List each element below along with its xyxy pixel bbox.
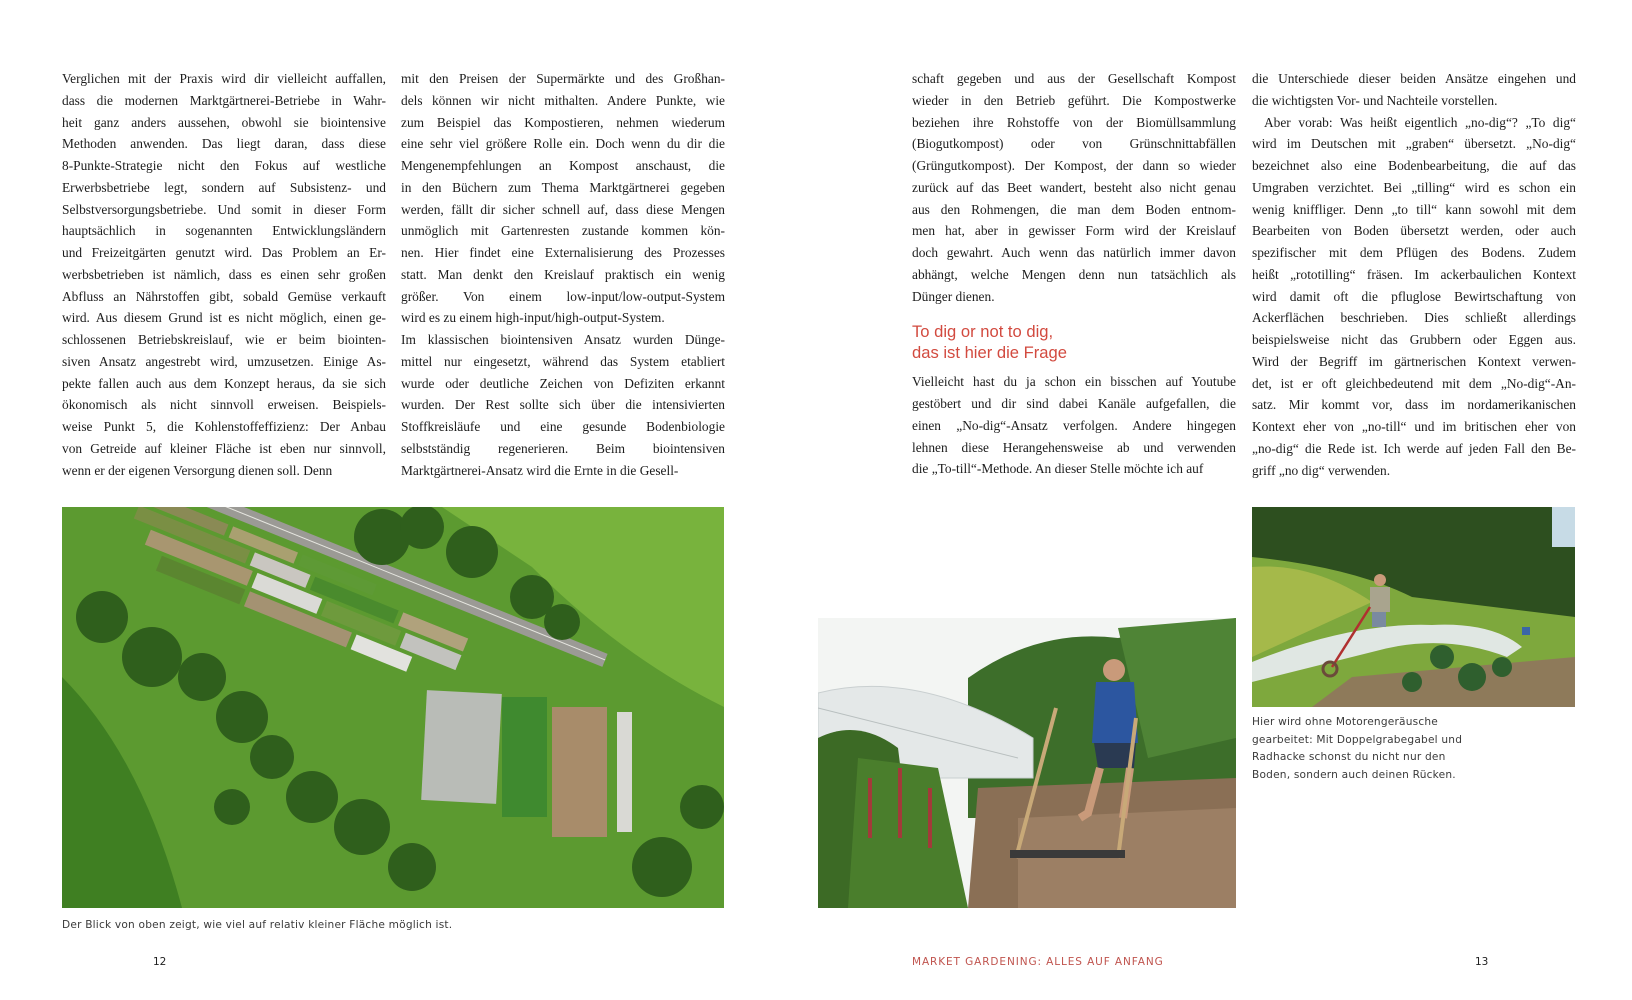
paragraph xyxy=(62,68,386,481)
text-line: wurden. Der Rest sollte sich über die intensivierten xyxy=(401,397,725,413)
text-line: wurde oder deutliche Zeichen von Defiziten erkannt xyxy=(401,375,725,391)
paragraph xyxy=(1252,68,1576,112)
text-line: Methoden anwenden. Das liegt daran, dass diese xyxy=(62,136,386,152)
left-column-2 xyxy=(401,68,725,481)
aerial-farm-photo xyxy=(62,507,724,908)
text-line: werbsbetrieben ist nämlich, dass es einen sehr großen xyxy=(62,266,386,282)
text-line: wird im Deutschen mit „graben“ übersetzt. „No-dig“ xyxy=(1252,136,1576,152)
text-line: gestöbert und dir sind dabei Kanäle aufgefallen, die xyxy=(912,396,1236,411)
text-line: zum Beispiel das Kompostieren, nehmen wiederum xyxy=(401,114,725,130)
text-line: spezifischer mit dem Pflügen des Bodens. Zudem xyxy=(1252,245,1576,260)
text-line: pekte fallen auch aus dem Konzept heraus, da sie sich xyxy=(62,375,386,391)
text-line: schaft gegeben und aus der Gesellschaft Kompost xyxy=(912,71,1236,86)
text-line: selbstständig regenerieren. Beim biointensiven xyxy=(401,440,725,456)
text-line: aus den Rohmengen, die man dem Boden entnom- xyxy=(912,201,1236,217)
text-line: (Grüngutkompost). Der Kompost, der dann so wieder xyxy=(912,158,1236,173)
text-line: lehnen diese Herangehensweise ab und verwenden xyxy=(912,439,1236,455)
text-line: det, ist er oft gleichbedeutend mit dem „No-dig“-An- xyxy=(1252,375,1576,391)
heading-line: das ist hier die Frage xyxy=(912,343,1067,363)
text-line: wird. Aus diesem Grund ist es nicht möglich, einen ge- xyxy=(62,310,386,326)
text-line: die Unterschiede dieser beiden Ansätze eingehen und xyxy=(1252,71,1576,86)
caption-line: Boden, sondern auch deinen Rücken. xyxy=(1252,768,1456,781)
text-line: wenig kniffliger. Denn „to till“ kann sowohl mit dem xyxy=(1252,201,1576,217)
caption-line: gearbeitet: Mit Doppelgrabegabel und xyxy=(1252,733,1463,746)
text-line: Erwerbsbetriebe legt, sondern auf Subsistenz- und xyxy=(62,179,386,195)
text-line: größer. Von einem low-input/low-output-System xyxy=(401,288,725,304)
text-line: Bearbeiten von Boden übersetzt werden, oder auch xyxy=(1252,223,1576,239)
text-line: mit den Preisen der Supermärkte und des Großhan- xyxy=(401,71,725,86)
left-column-1 xyxy=(62,68,386,481)
wheel-hoe-photo-caption xyxy=(1252,714,1462,784)
text-line: satz. Mir kommt vor, dass im nordamerikanischen xyxy=(1252,397,1576,413)
aerial-photo-caption: Der Blick von oben zeigt, wie viel auf relativ kleiner Fläche möglich ist. xyxy=(62,919,453,931)
text-line: „no-dig“ die Rede ist. Ich werde auf jeden Fall den Be- xyxy=(1252,440,1576,456)
paragraph xyxy=(912,68,1236,307)
text-line: werden, fällt dir sicher schnell auf, dass diese Mengen xyxy=(401,201,725,217)
text-line: unmöglich mit Gartenresten zustande kommen kön- xyxy=(401,223,725,239)
text-line: wenn er der eigenen Versorgung dienen soll. Denn xyxy=(62,462,333,478)
text-line: ökonomisch als nicht sinnvoll erweisen. Beispiels- xyxy=(62,397,386,413)
section-heading xyxy=(912,321,1236,363)
text-line: Marktgärtnerei-Ansatz wird die Ernte in die Gesell- xyxy=(401,462,679,478)
text-line: men hat, aber in gewisser Form wird der Kreislauf xyxy=(912,223,1236,239)
right-column-1 xyxy=(912,68,1236,480)
text-line: Verglichen mit der Praxis wird dir vielleicht auffallen, xyxy=(62,71,386,86)
text-line: Wird der Begriff im gärtnerischen Kontext verwen- xyxy=(1252,353,1576,369)
text-line: dass die modernen Marktgärtnerei-Betriebe in Wahr- xyxy=(62,92,386,108)
text-line: griff „no dig“ verwenden. xyxy=(1252,462,1391,478)
caption-line: Radhacke schonst du nicht nur den xyxy=(1252,751,1446,763)
text-line: und Freizeitgärten genutzt wird. Das Problem an Er- xyxy=(62,245,386,260)
text-line: Im klassischen biointensiven Ansatz wurden Dünge- xyxy=(401,332,725,347)
wheel-hoe-photo xyxy=(1252,507,1575,707)
text-line: zurück auf das Beet wandert, besteht also nicht genau xyxy=(912,179,1236,195)
text-line: Stoffkreisläufe und eine gesunde Bodenbiologie xyxy=(401,419,725,434)
page-number-left: 12 xyxy=(153,956,167,968)
paragraph xyxy=(912,371,1236,480)
text-line: Selbstversorgungsbetriebe. Und somit in dieser Form xyxy=(62,201,386,217)
text-line: Aber vorab: Was heißt eigentlich „no-dig“? „To dig“ xyxy=(1264,114,1576,130)
text-line: bezeichnet also eine Bodenbearbeitung, die auf das xyxy=(1252,158,1576,173)
text-line: hauptsächlich in sogenannten Entwicklungsländern xyxy=(62,223,386,239)
text-line: eine sehr viel größere Rolle ein. Doch wenn du dir die xyxy=(401,136,725,152)
text-line: siven Ansatz angestrebt wird, umzusetzen. Einige As- xyxy=(62,353,386,369)
text-line: schlossenen Betriebskreislauf, wie er beim biointen- xyxy=(62,332,386,347)
text-line: doch gewahrt. Auch wenn das natürlich immer davon xyxy=(912,245,1236,260)
text-line: von Getreide auf kleiner Fläche ist eben nur sinnvoll, xyxy=(62,440,386,456)
text-line: statt. Man denkt den Kreislauf praktisch ein wenig xyxy=(401,266,725,282)
text-line: heißt „rototilling“ fräsen. Im ackerbaulichen Kontext xyxy=(1252,266,1576,282)
page-number-right: 13 xyxy=(1475,956,1489,968)
text-line: nen. Hier findet eine Externalisierung des Prozesses xyxy=(401,245,725,260)
text-line: heit ganz anders aussehen, obwohl sie biointensive xyxy=(62,114,386,130)
text-line: Vielleicht hast du ja schon ein bisschen auf Youtube xyxy=(912,374,1236,390)
text-line: die wichtigsten Vor- und Nachteile vorstellen. xyxy=(1252,92,1498,108)
text-line: beispielsweise nicht das Grubbern oder Eggen aus. xyxy=(1252,332,1576,347)
heading-line: To dig or not to dig, xyxy=(912,322,1054,342)
text-line: in den Büchern zum Thema Marktgärtnerei gegeben xyxy=(401,179,725,195)
text-line: Umgraben verzichtet. Bei „tilling“ wird es schon ein xyxy=(1252,179,1576,195)
text-line: weise Punkt 5, die Kohlenstoffeffizienz: Der Anbau xyxy=(62,419,386,434)
running-head: MARKET GARDENING: ALLES AUF ANFANG xyxy=(912,956,1164,968)
paragraph xyxy=(1252,112,1576,482)
paragraph xyxy=(401,329,725,481)
text-line: mittel nur eingesetzt, während das System etabliert xyxy=(401,353,725,369)
text-line: einen „No-dig“-Ansatz verfolgen. Andere hingegen xyxy=(912,417,1236,433)
text-line: wird damit oft die pfluglose Bewirtschaftung von xyxy=(1252,288,1576,304)
gardener-broadfork-photo xyxy=(818,618,1236,908)
paragraph xyxy=(401,68,725,329)
text-line: dels können wir nicht mithalten. Andere Punkte, wie xyxy=(401,92,725,108)
text-line: die „To-till“-Methode. An dieser Stelle möchte ich auf xyxy=(912,461,1204,477)
right-column-2 xyxy=(1252,68,1576,481)
text-line: wieder in den Betrieb geführt. Die Kompostwerke xyxy=(912,92,1236,108)
text-line: Dünger dienen. xyxy=(912,288,995,304)
text-line: Abfluss an Nährstoffen gibt, sobald Gemüse verkauft xyxy=(62,288,386,304)
text-line: 8-Punkte-Strategie nicht den Fokus auf westliche xyxy=(62,158,386,173)
text-line: abhängt, welche Mengen denn nun tatsächlich als xyxy=(912,266,1236,282)
caption-line: Hier wird ohne Motorengeräusche xyxy=(1252,716,1439,728)
text-line: Ackerflächen beschrieben. Dies schließt allerdings xyxy=(1252,310,1576,326)
text-line: Mengenempfehlungen an Kompost anschaust, die xyxy=(401,158,725,173)
text-line: Kontext eher von „no-till“ und im britischen eher von xyxy=(1252,419,1576,434)
text-line: beziehen ihre Rohstoffe von der Biomüllsammlung xyxy=(912,114,1236,130)
text-line: wird es zu einem high-input/high-output-System. xyxy=(401,310,665,326)
text-line: (Biogutkompost) oder von Grünschnittabfällen xyxy=(912,136,1236,152)
